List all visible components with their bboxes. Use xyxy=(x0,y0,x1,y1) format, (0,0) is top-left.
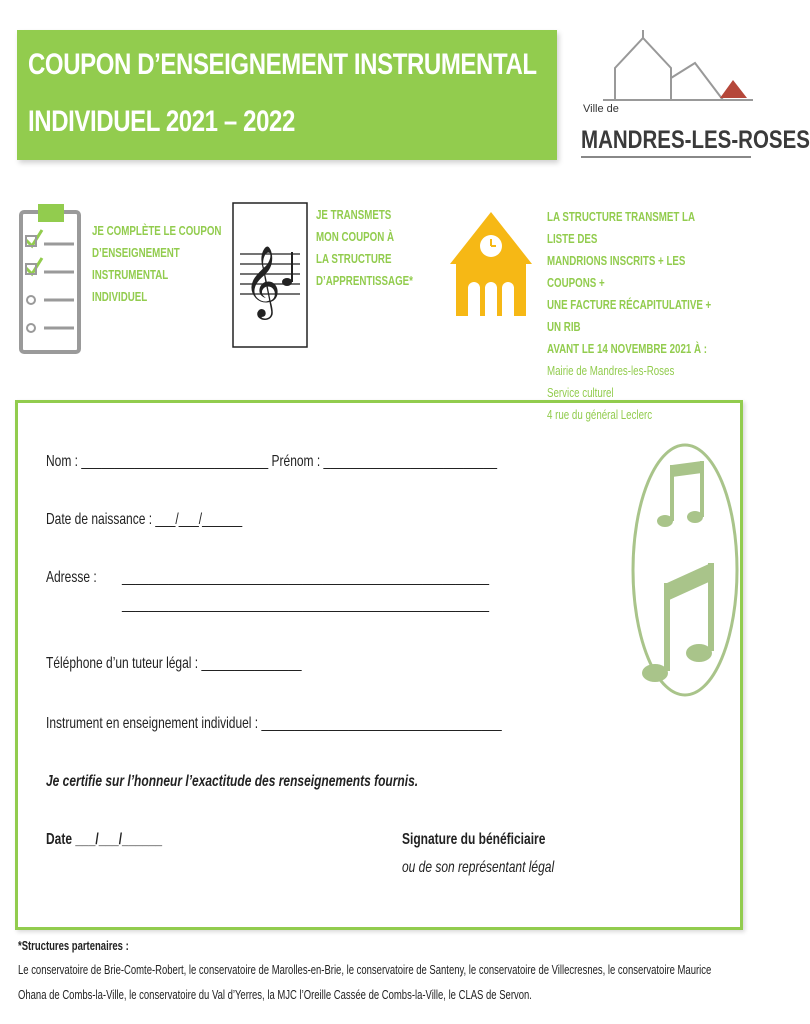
coupon-form xyxy=(15,400,743,930)
partners-heading: *Structures partenaires : xyxy=(18,938,129,953)
step-2-text: JE TRANSMETS MON COUPON À LA STRUCTURE D’APPRENTISSAGE* xyxy=(316,207,413,288)
step-3-text: LA STRUCTURE TRANSMET LA LISTE DES MANDRIONS INSCRITS + LES COUPONS + UNE FACTURE RÉCAPITULATIVE + UN RIB AVANT LE 14 NOVEMBRE 2021 À : Mairie de Mandres-les-Roses Service culturel 4 rue du général Leclerc xyxy=(547,209,712,422)
town-logo xyxy=(575,28,810,163)
town-hall-icon xyxy=(446,208,536,318)
signature-label: Signature du bénéficiaire xyxy=(402,831,546,848)
title-line-2: INDIVIDUEL 2021 – 2022 xyxy=(28,105,295,138)
address-line-1[interactable]: _______________________________________________________ xyxy=(122,569,490,586)
title-banner xyxy=(17,30,557,160)
signature-sublabel: ou de son représentant légal xyxy=(402,859,555,876)
certify-statement: Je certifie sur l’honneur l’exactitude des renseignements fournis. xyxy=(46,773,419,790)
instrument-field[interactable]: Instrument en enseignement individuel : ____________________________________ xyxy=(46,715,502,732)
birth-date-field[interactable]: Date de naissance : ___/___/______ xyxy=(46,511,243,528)
svg-text:𝄞: 𝄞 xyxy=(244,244,281,317)
address-line-2[interactable]: _______________________________________________________ xyxy=(122,596,490,613)
name-field[interactable]: Nom : ____________________________ Prénom : __________________________ xyxy=(46,453,498,470)
partners-line-2: Ohana de Combs-la-Ville, le conservatoire du Val d’Yerres, la MJC l’Oreille Cassée de Combs-la-Ville, le CLAS de Servon. xyxy=(18,987,532,1002)
logo-town-name: MANDRES-LES-ROSES xyxy=(581,126,810,154)
logo-small-text: Ville de xyxy=(583,103,619,115)
phone-field[interactable]: Téléphone d’un tuteur légal : _______________ xyxy=(46,655,302,672)
step-1-text: JE COMPLÈTE LE COUPON D’ENSEIGNEMENT INSTRUMENTAL INDIVIDUEL xyxy=(92,223,222,304)
address-label: Adresse : xyxy=(46,569,97,586)
music-notes-icon xyxy=(625,435,745,705)
title-line-1: COUPON D’ENSEIGNEMENT INSTRUMENTAL xyxy=(28,48,537,81)
music-staff-icon xyxy=(232,202,308,348)
logo-underline xyxy=(581,156,751,158)
partners-line-1: Le conservatoire de Brie-Comte-Robert, le conservatoire de Marolles-en-Brie, le conservatoire de Santeny, le conservatoire de Villecresnes, le conservatoire Maurice xyxy=(18,962,712,977)
date-field[interactable]: Date ___/___/______ xyxy=(46,831,163,848)
checklist-icon xyxy=(18,200,82,356)
